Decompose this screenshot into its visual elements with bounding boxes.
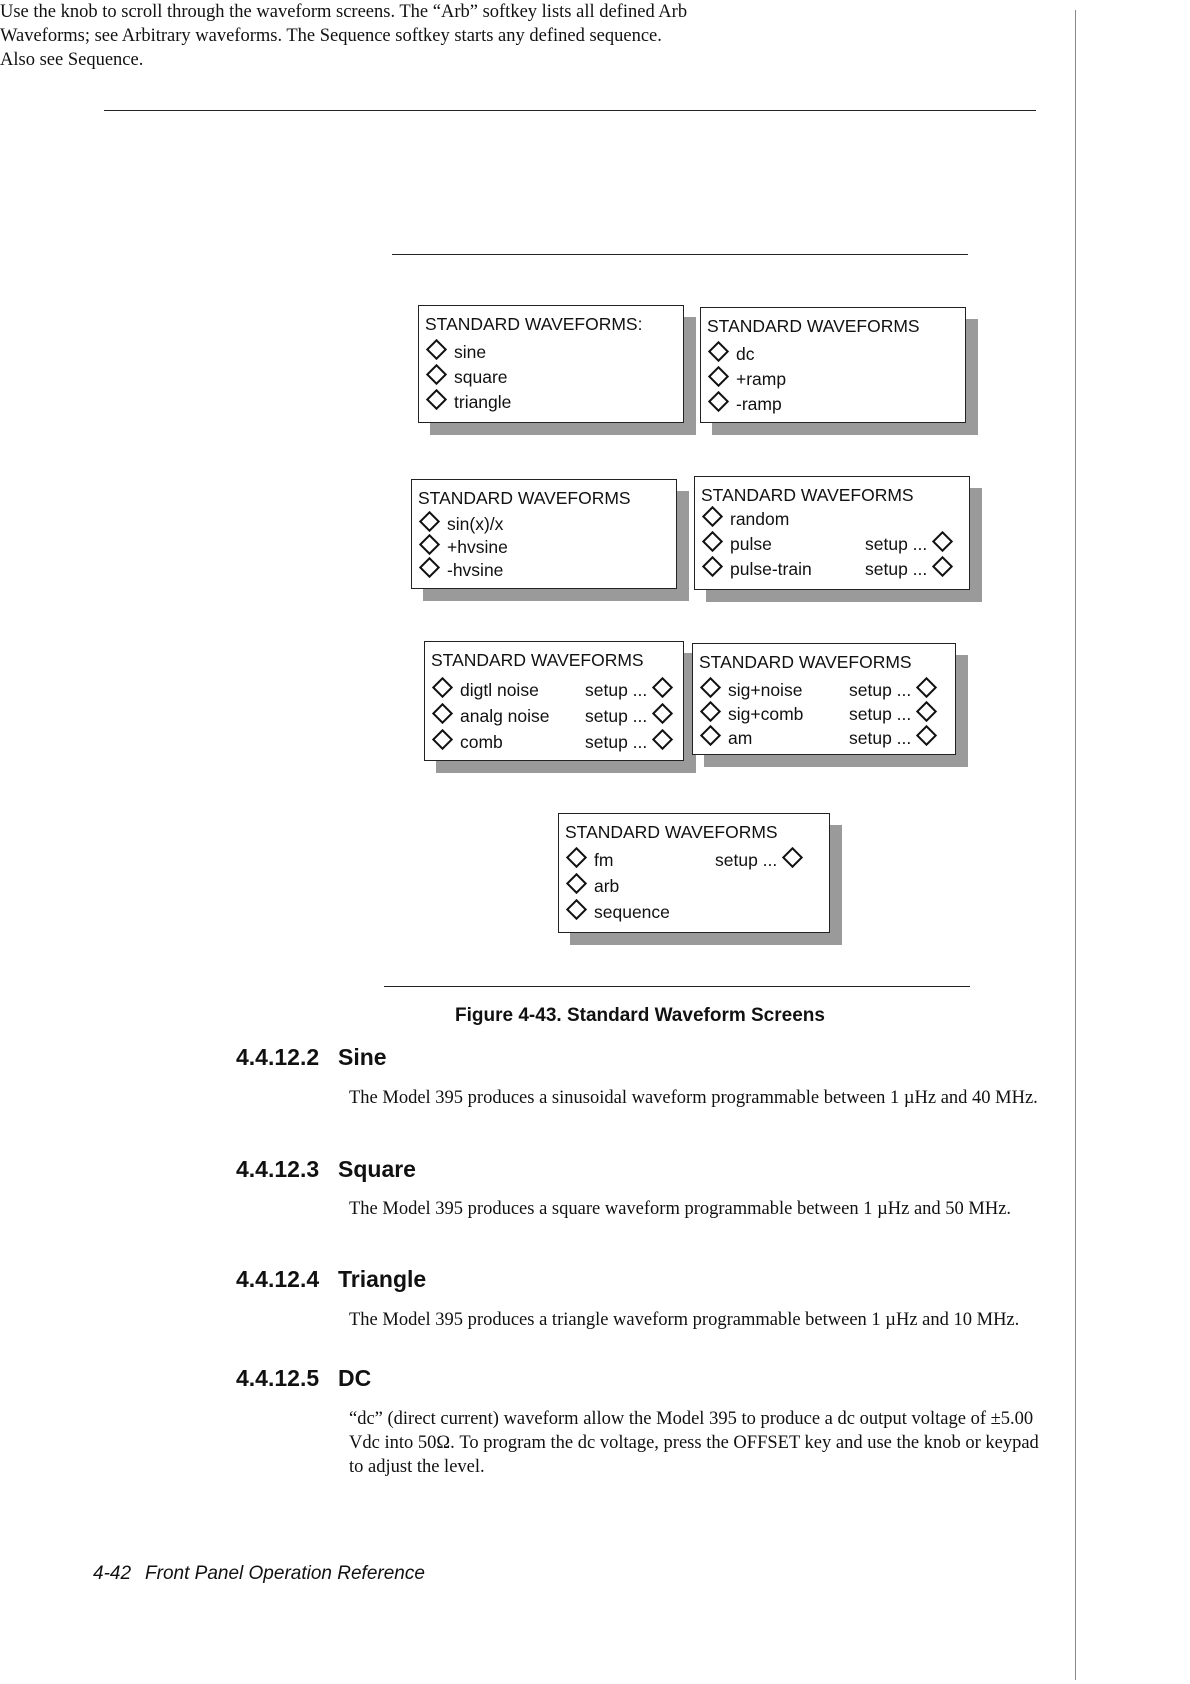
screen-random-pulse xyxy=(694,476,970,590)
screen-title: STANDARD WAVEFORMS xyxy=(431,650,644,670)
screen-title: STANDARD WAVEFORMS xyxy=(418,488,631,508)
screen-sinx-hvsine xyxy=(411,479,677,589)
diamond-icon xyxy=(782,847,803,868)
diamond-icon xyxy=(652,677,673,698)
screen-title: STANDARD WAVEFORMS xyxy=(701,485,914,505)
diamond-icon xyxy=(702,506,723,527)
option-sinx-x[interactable]: sin(x)/x xyxy=(422,514,503,535)
diamond-icon xyxy=(566,899,587,920)
diamond-icon xyxy=(419,511,440,532)
top-rule xyxy=(104,110,1036,111)
diamond-icon xyxy=(426,339,447,360)
diamond-icon xyxy=(652,703,673,724)
screen-title: STANDARD WAVEFORMS xyxy=(707,316,920,336)
option-pulse[interactable]: pulse xyxy=(705,534,772,555)
screen-title: STANDARD WAVEFORMS: xyxy=(425,314,643,334)
diamond-icon xyxy=(419,557,440,578)
diamond-icon xyxy=(700,701,721,722)
section-heading-triangle: 4.4.12.4 Triangle xyxy=(236,1266,427,1292)
am-setup-softkey[interactable]: setup ... xyxy=(849,728,934,749)
diamond-icon xyxy=(566,847,587,868)
option-dc[interactable]: dc xyxy=(711,344,754,365)
diamond-icon xyxy=(916,725,937,746)
section-text-square: The Model 395 produces a square waveform programmable between 1 µHz and 50 MHz. xyxy=(349,1199,1012,1219)
screen-dc-ramp xyxy=(700,307,966,423)
diamond-icon xyxy=(932,556,953,577)
section-text-dc: “dc” (direct current) waveform allow the Model 395 to produce a dc output voltage of ±5.00 Vdc into 50Ω. To program the dc voltage, press the OFFSET key and use the knob or keypad to adjust the level. xyxy=(349,1409,1039,1477)
screen-fm-arb-sequence xyxy=(558,813,830,933)
screen-noise-comb xyxy=(424,641,684,761)
digtl-noise-setup-softkey[interactable]: setup ... xyxy=(585,680,670,701)
section-text-sine: The Model 395 produces a sinusoidal waveform programmable between 1 µHz and 40 MHz. xyxy=(349,1088,1038,1108)
page-number: 4-42 xyxy=(93,1563,132,1584)
option-sig-comb[interactable]: sig+comb xyxy=(703,704,803,725)
screen-title: STANDARD WAVEFORMS xyxy=(565,822,778,842)
diamond-icon xyxy=(432,703,453,724)
figure-top-rule xyxy=(392,254,968,255)
option-pulse-train[interactable]: pulse-train xyxy=(705,559,812,580)
option-minus-hvsine[interactable]: -hvsine xyxy=(422,560,503,581)
diamond-icon xyxy=(426,389,447,410)
diamond-icon xyxy=(419,534,440,555)
screen-title: STANDARD WAVEFORMS xyxy=(699,652,912,672)
intro-paragraph: Use the knob to scroll through the waveform screens. The “Arb” softkey lists all defined Arb Waveforms; see Arbitrary waveforms. The Sequence softkey starts any defined sequence. Also see Sequence. xyxy=(0,2,688,70)
screen-sig-am xyxy=(692,643,956,755)
diamond-icon xyxy=(702,556,723,577)
option-minus-ramp[interactable]: -ramp xyxy=(711,394,782,415)
right-margin-line xyxy=(1075,10,1076,1680)
diamond-icon xyxy=(708,341,729,362)
option-sequence[interactable]: sequence xyxy=(569,902,670,923)
figure-bottom-rule xyxy=(384,986,970,987)
diamond-icon xyxy=(432,677,453,698)
option-plus-hvsine[interactable]: +hvsine xyxy=(422,537,508,558)
diamond-icon xyxy=(700,725,721,746)
section-text-triangle: The Model 395 produces a triangle waveform programmable between 1 µHz and 10 MHz. xyxy=(349,1310,1020,1330)
option-fm[interactable]: fm xyxy=(569,850,613,871)
diamond-icon xyxy=(566,873,587,894)
section-heading-dc: 4.4.12.5 DC xyxy=(236,1365,372,1391)
analg-noise-setup-softkey[interactable]: setup ... xyxy=(585,706,670,727)
option-sig-noise[interactable]: sig+noise xyxy=(703,680,802,701)
diamond-icon xyxy=(702,531,723,552)
option-plus-ramp[interactable]: +ramp xyxy=(711,369,786,390)
diamond-icon xyxy=(432,729,453,750)
diamond-icon xyxy=(700,677,721,698)
option-comb[interactable]: comb xyxy=(435,732,503,753)
section-heading-square: 4.4.12.3 Square xyxy=(236,1156,416,1182)
diamond-icon xyxy=(652,729,673,750)
fm-setup-softkey[interactable]: setup ... xyxy=(715,850,800,871)
page-footer xyxy=(93,1563,425,1585)
diamond-icon xyxy=(916,677,937,698)
section-heading-sine: 4.4.12.2 Sine xyxy=(236,1044,387,1070)
pulse-train-setup-softkey[interactable]: setup ... xyxy=(865,559,950,580)
diamond-icon xyxy=(708,391,729,412)
option-sine[interactable]: sine xyxy=(429,342,486,363)
comb-setup-softkey[interactable]: setup ... xyxy=(585,732,670,753)
diamond-icon xyxy=(426,364,447,385)
option-arb[interactable]: arb xyxy=(569,876,619,897)
option-square[interactable]: square xyxy=(429,367,508,388)
option-analg-noise[interactable]: analg noise xyxy=(435,706,550,727)
option-triangle[interactable]: triangle xyxy=(429,392,511,413)
diamond-icon xyxy=(708,366,729,387)
option-random[interactable]: random xyxy=(705,509,789,530)
pulse-setup-softkey[interactable]: setup ... xyxy=(865,534,950,555)
footer-title: Front Panel Operation Reference xyxy=(145,1563,425,1584)
diamond-icon xyxy=(916,701,937,722)
diamond-icon xyxy=(932,531,953,552)
screen-sine-square-triangle xyxy=(418,305,684,423)
option-am[interactable]: am xyxy=(703,728,752,749)
figure-caption: Figure 4-43. Standard Waveform Screens xyxy=(455,1005,825,1026)
option-digtl-noise[interactable]: digtl noise xyxy=(435,680,539,701)
sig-comb-setup-softkey[interactable]: setup ... xyxy=(849,704,934,725)
sig-noise-setup-softkey[interactable]: setup ... xyxy=(849,680,934,701)
